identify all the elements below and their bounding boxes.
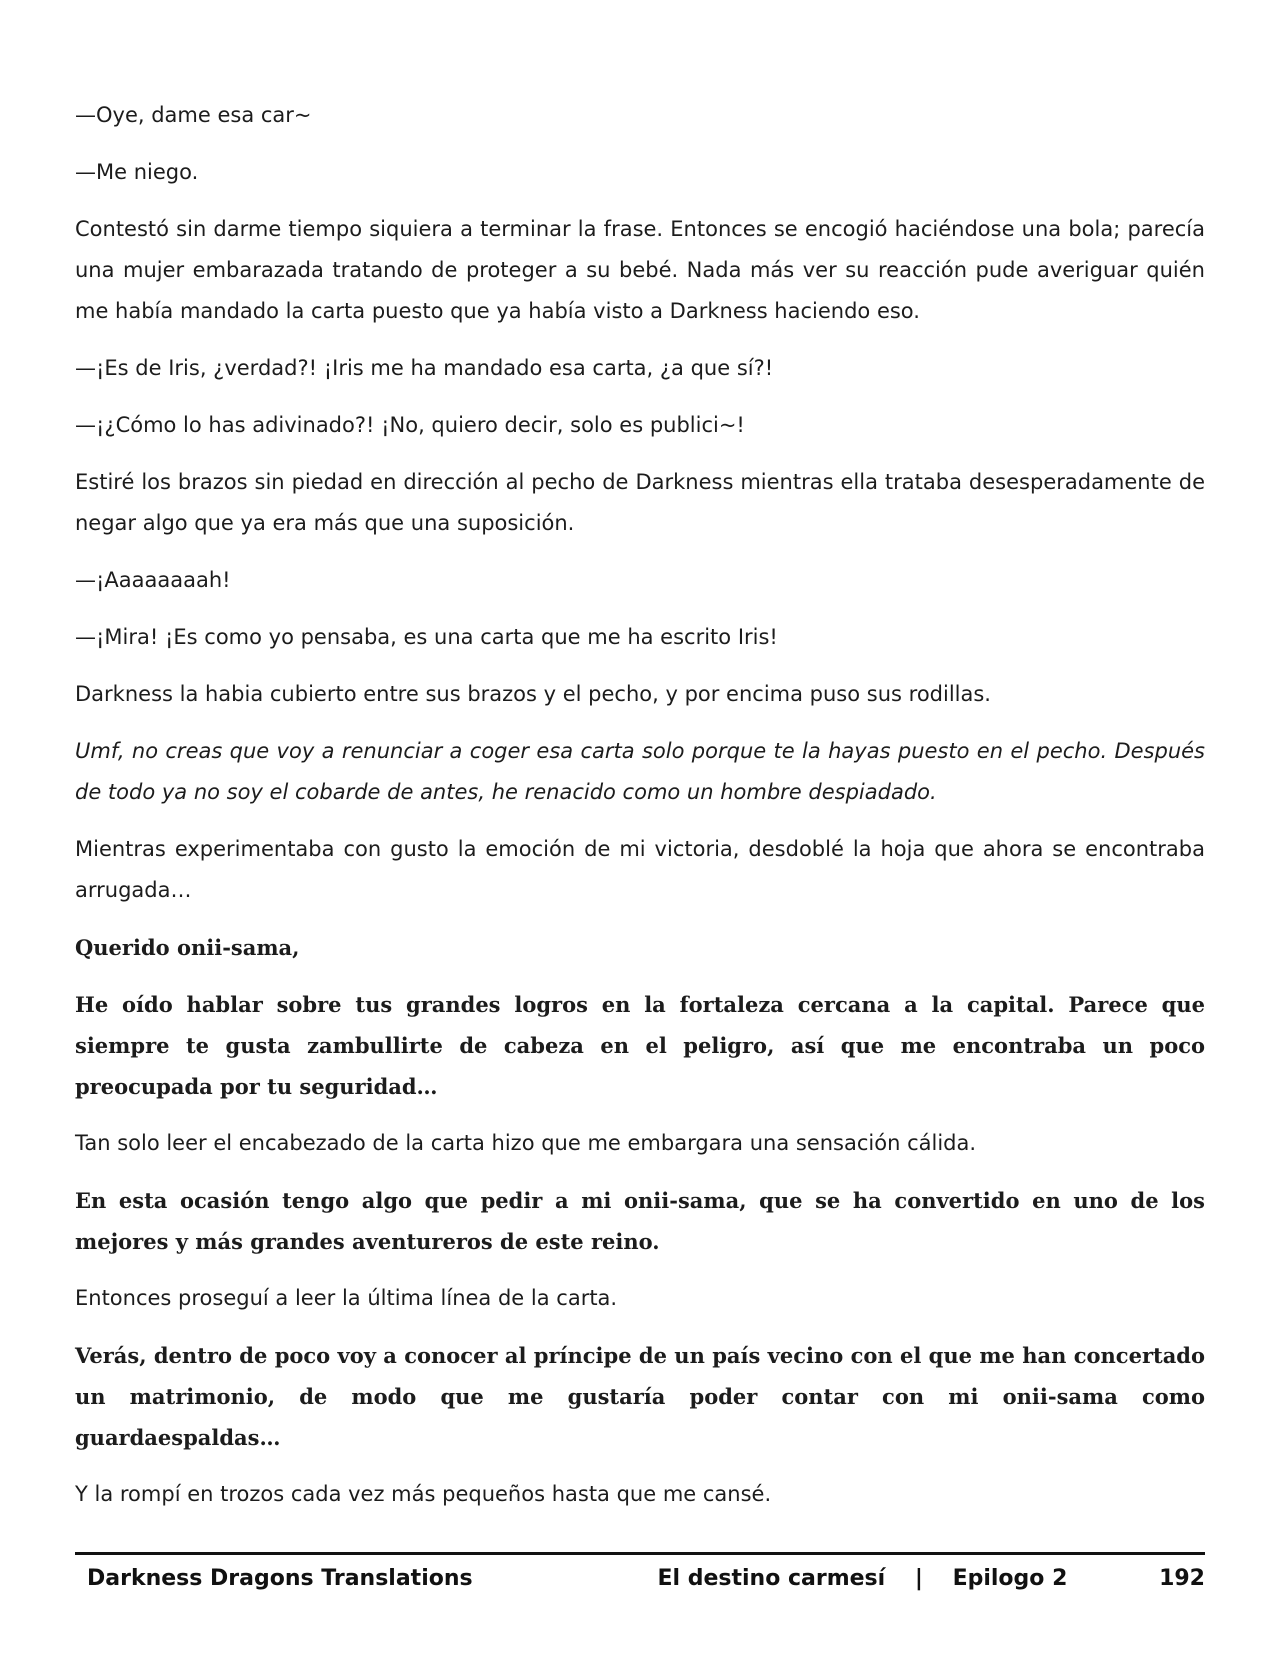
footer-page-number: 192 [1159,1566,1205,1591]
letter-paragraph-3: Verás, dentro de poco voy a conocer al príncipe de un país vecino con el que me han concertado un matrimonio, de modo que me gustaría poder contar con mi onii-sama como guardaespaldas… [75,1343,1205,1450]
letter-paragraph-1: He oído hablar sobre tus grandes logros en la fortaleza cercana a la capital. Parece que siempre te gusta zambullirte de cabeza en el peligro, así que me encontraba un poco preocupada por tu seguridad… [75,992,1205,1099]
paragraph-11: Mientras experimentaba con gusto la emoción de mi victoria, desdoblé la hoja que ahora se encontraba arrugada… [75,837,1205,902]
paragraph-3: Contestó sin darme tiempo siquiera a terminar la frase. Entonces se encogió haciéndose una bola; parecía una mujer embarazada tratando de proteger a su bebé. Nada más ver su reacción pude averiguar quién me había mandado la carta puesto que ya había visto a Darkness haciendo eso. [75,217,1205,323]
paragraph-10-thought: Umf, no creas que voy a renunciar a coger esa carta solo porque te la hayas puesto en el pecho. Después de todo ya no soy el cobarde de antes, he renacido como un hombre despiadado. [75,739,1205,804]
paragraph-2: —Me niego. [75,160,199,184]
paragraph-8: —¡Mira! ¡Es como yo pensaba, es una carta que me ha escrito Iris! [75,625,778,649]
footer-separator: | [914,1566,923,1591]
footer-chapter: Epilogo 2 [952,1566,1068,1591]
footer-divider [75,1552,1205,1555]
paragraph-5: —¡¿Cómo lo has adivinado?! ¡No, quiero decir, solo es publici~! [75,413,745,437]
letter-salutation: Querido onii-sama, [75,935,300,960]
paragraph-16: Entonces proseguí a leer la última línea de la carta. [75,1286,618,1310]
paragraph-18: Y la rompí en trozos cada vez más pequeños hasta que me cansé. [75,1482,772,1506]
paragraph-6: Estiré los brazos sin piedad en dirección al pecho de Darkness mientras ella trataba desesperadamente de negar algo que ya era más que una suposición. [75,470,1205,535]
paragraph-4: —¡Es de Iris, ¿verdad?! ¡Iris me ha mandado esa carta, ¿a que sí?! [75,356,774,380]
letter-paragraph-2: En esta ocasión tengo algo que pedir a mi onii-sama, que se ha convertido en uno de los mejores y más grandes aventureros de este reino. [75,1188,1205,1254]
paragraph-14: Tan solo leer el encabezado de la carta hizo que me embargara una sensación cálida. [75,1131,977,1155]
footer-book-title: El destino carmesí [657,1566,886,1591]
footer-right-group [657,1566,1205,1591]
footer-translator-credit: Darkness Dragons Translations [87,1566,473,1591]
page-footer [75,1562,1205,1602]
page-body [75,95,1205,1531]
paragraph-7: —¡Aaaaaaaah! [75,568,231,592]
paragraph-9: Darkness la habia cubierto entre sus brazos y el pecho, y por encima puso sus rodillas. [75,682,991,706]
paragraph-1: —Oye, dame esa car~ [75,103,312,127]
